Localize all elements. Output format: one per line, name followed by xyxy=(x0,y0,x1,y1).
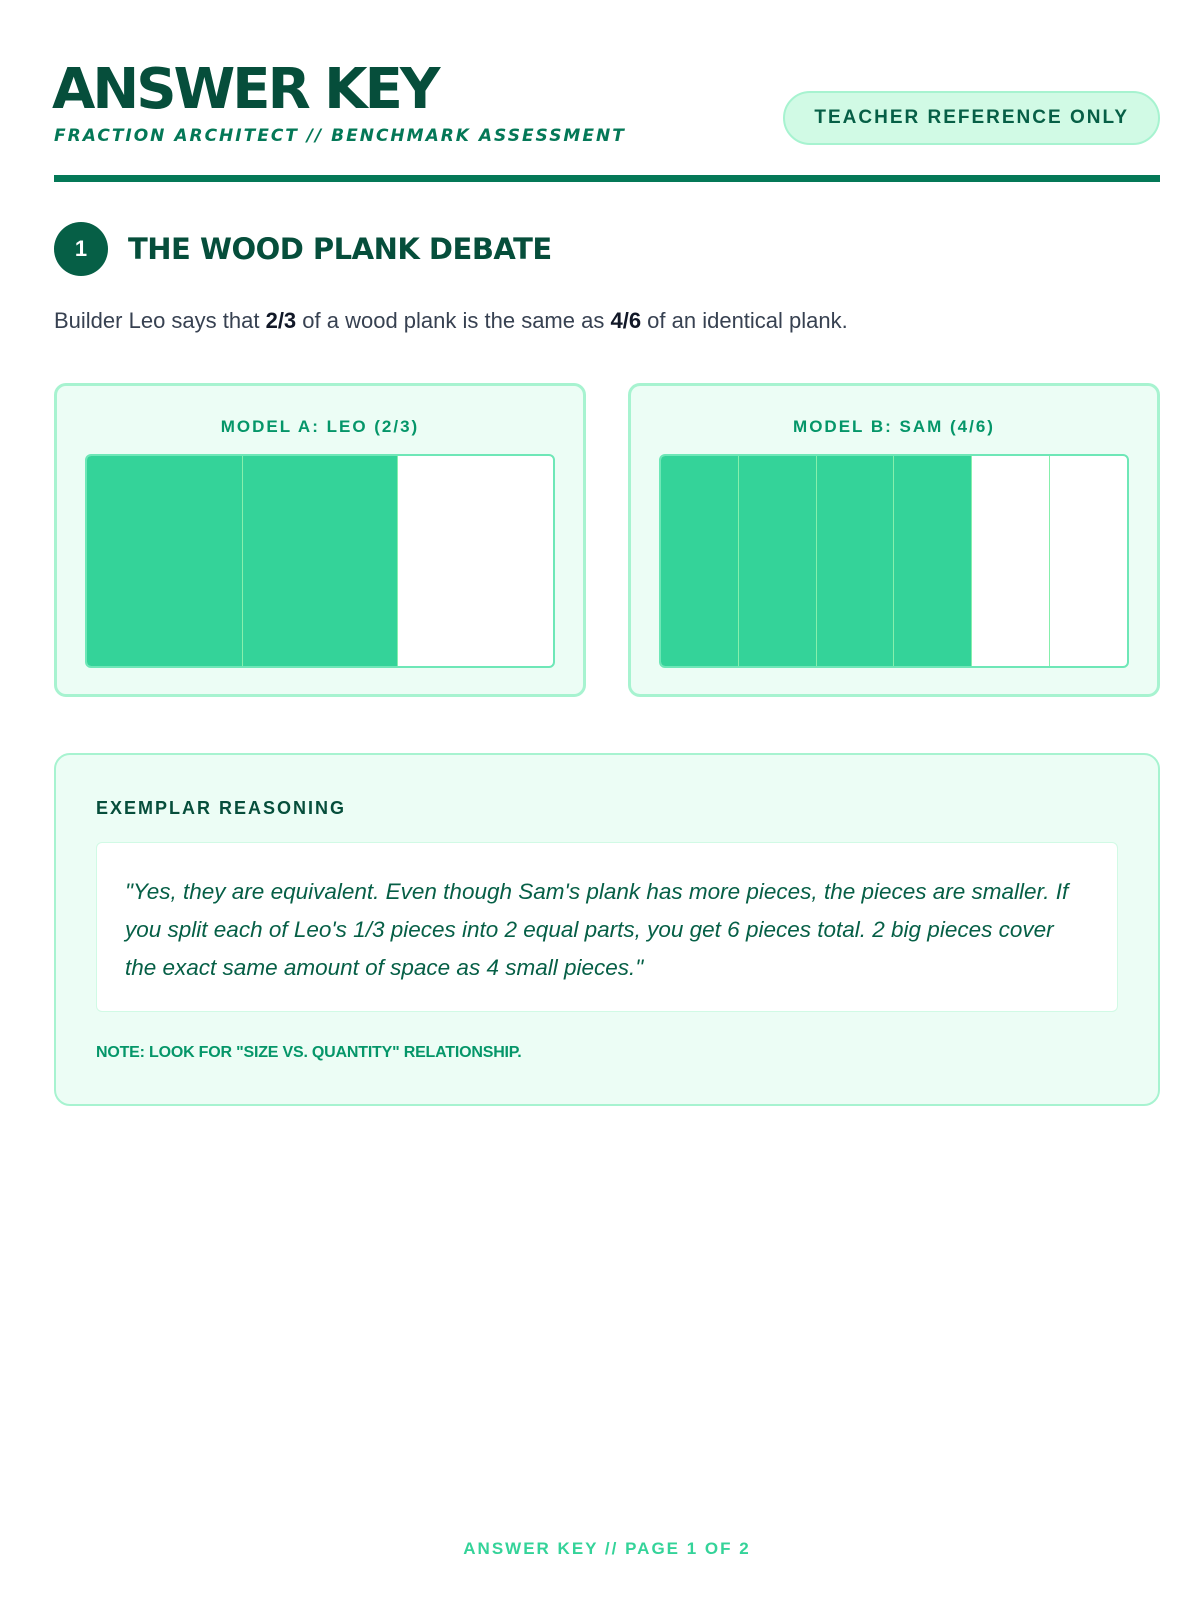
page-subtitle: FRACTION ARCHITECT // BENCHMARK ASSESSMENT xyxy=(54,126,626,146)
reasoning-quote: "Yes, they are equivalent. Even though Sam's plank has more pieces, the pieces are smaller. If you split each of Leo's 1/3 pieces into 2 equal parts, you get 6 pieces total. 2 big pieces cover the exact same amount of space as 4 small pieces." xyxy=(125,879,1069,980)
answer-key-page xyxy=(54,0,1160,1600)
prompt-fraction-b: 4/6 xyxy=(610,308,642,333)
prompt-text-end: of an identical plank. xyxy=(641,308,848,333)
model-a-fraction-bar xyxy=(85,454,555,668)
grading-note: NOTE: LOOK FOR "SIZE VS. QUANTITY" RELATIONSHIP. xyxy=(96,1044,522,1061)
model-a-panel xyxy=(54,383,586,697)
model-b-label: MODEL B: SAM (4/6) xyxy=(793,417,995,436)
filled-segment xyxy=(893,456,971,666)
empty-segment xyxy=(397,456,553,666)
header-divider xyxy=(54,175,1160,182)
filled-segment xyxy=(661,456,738,666)
header xyxy=(54,58,1160,183)
prompt-text-middle: of a wood plank is the same as xyxy=(296,308,611,333)
page-footer: ANSWER KEY // PAGE 1 OF 2 xyxy=(463,1539,751,1558)
model-b-fraction-bar xyxy=(659,454,1129,668)
model-a-label: MODEL A: LEO (2/3) xyxy=(220,417,420,436)
reasoning-quote-box xyxy=(96,842,1118,1012)
empty-segment xyxy=(971,456,1049,666)
page-title: ANSWER KEY xyxy=(52,57,438,122)
question-prompt xyxy=(54,305,848,337)
prompt-fraction-a: 2/3 xyxy=(265,308,297,333)
filled-segment xyxy=(738,456,816,666)
model-b-panel xyxy=(628,383,1160,697)
teacher-reference-badge: TEACHER REFERENCE ONLY xyxy=(783,91,1160,145)
filled-segment xyxy=(816,456,894,666)
exemplar-reasoning-panel xyxy=(54,753,1160,1106)
filled-segment xyxy=(242,456,398,666)
empty-segment xyxy=(1049,456,1127,666)
question-number-badge: 1 xyxy=(54,222,108,276)
filled-segment xyxy=(87,456,242,666)
section-title: THE WOOD PLANK DEBATE xyxy=(128,232,552,266)
reasoning-title: EXEMPLAR REASONING xyxy=(96,798,347,818)
prompt-text-start: Builder Leo says that xyxy=(54,308,266,333)
